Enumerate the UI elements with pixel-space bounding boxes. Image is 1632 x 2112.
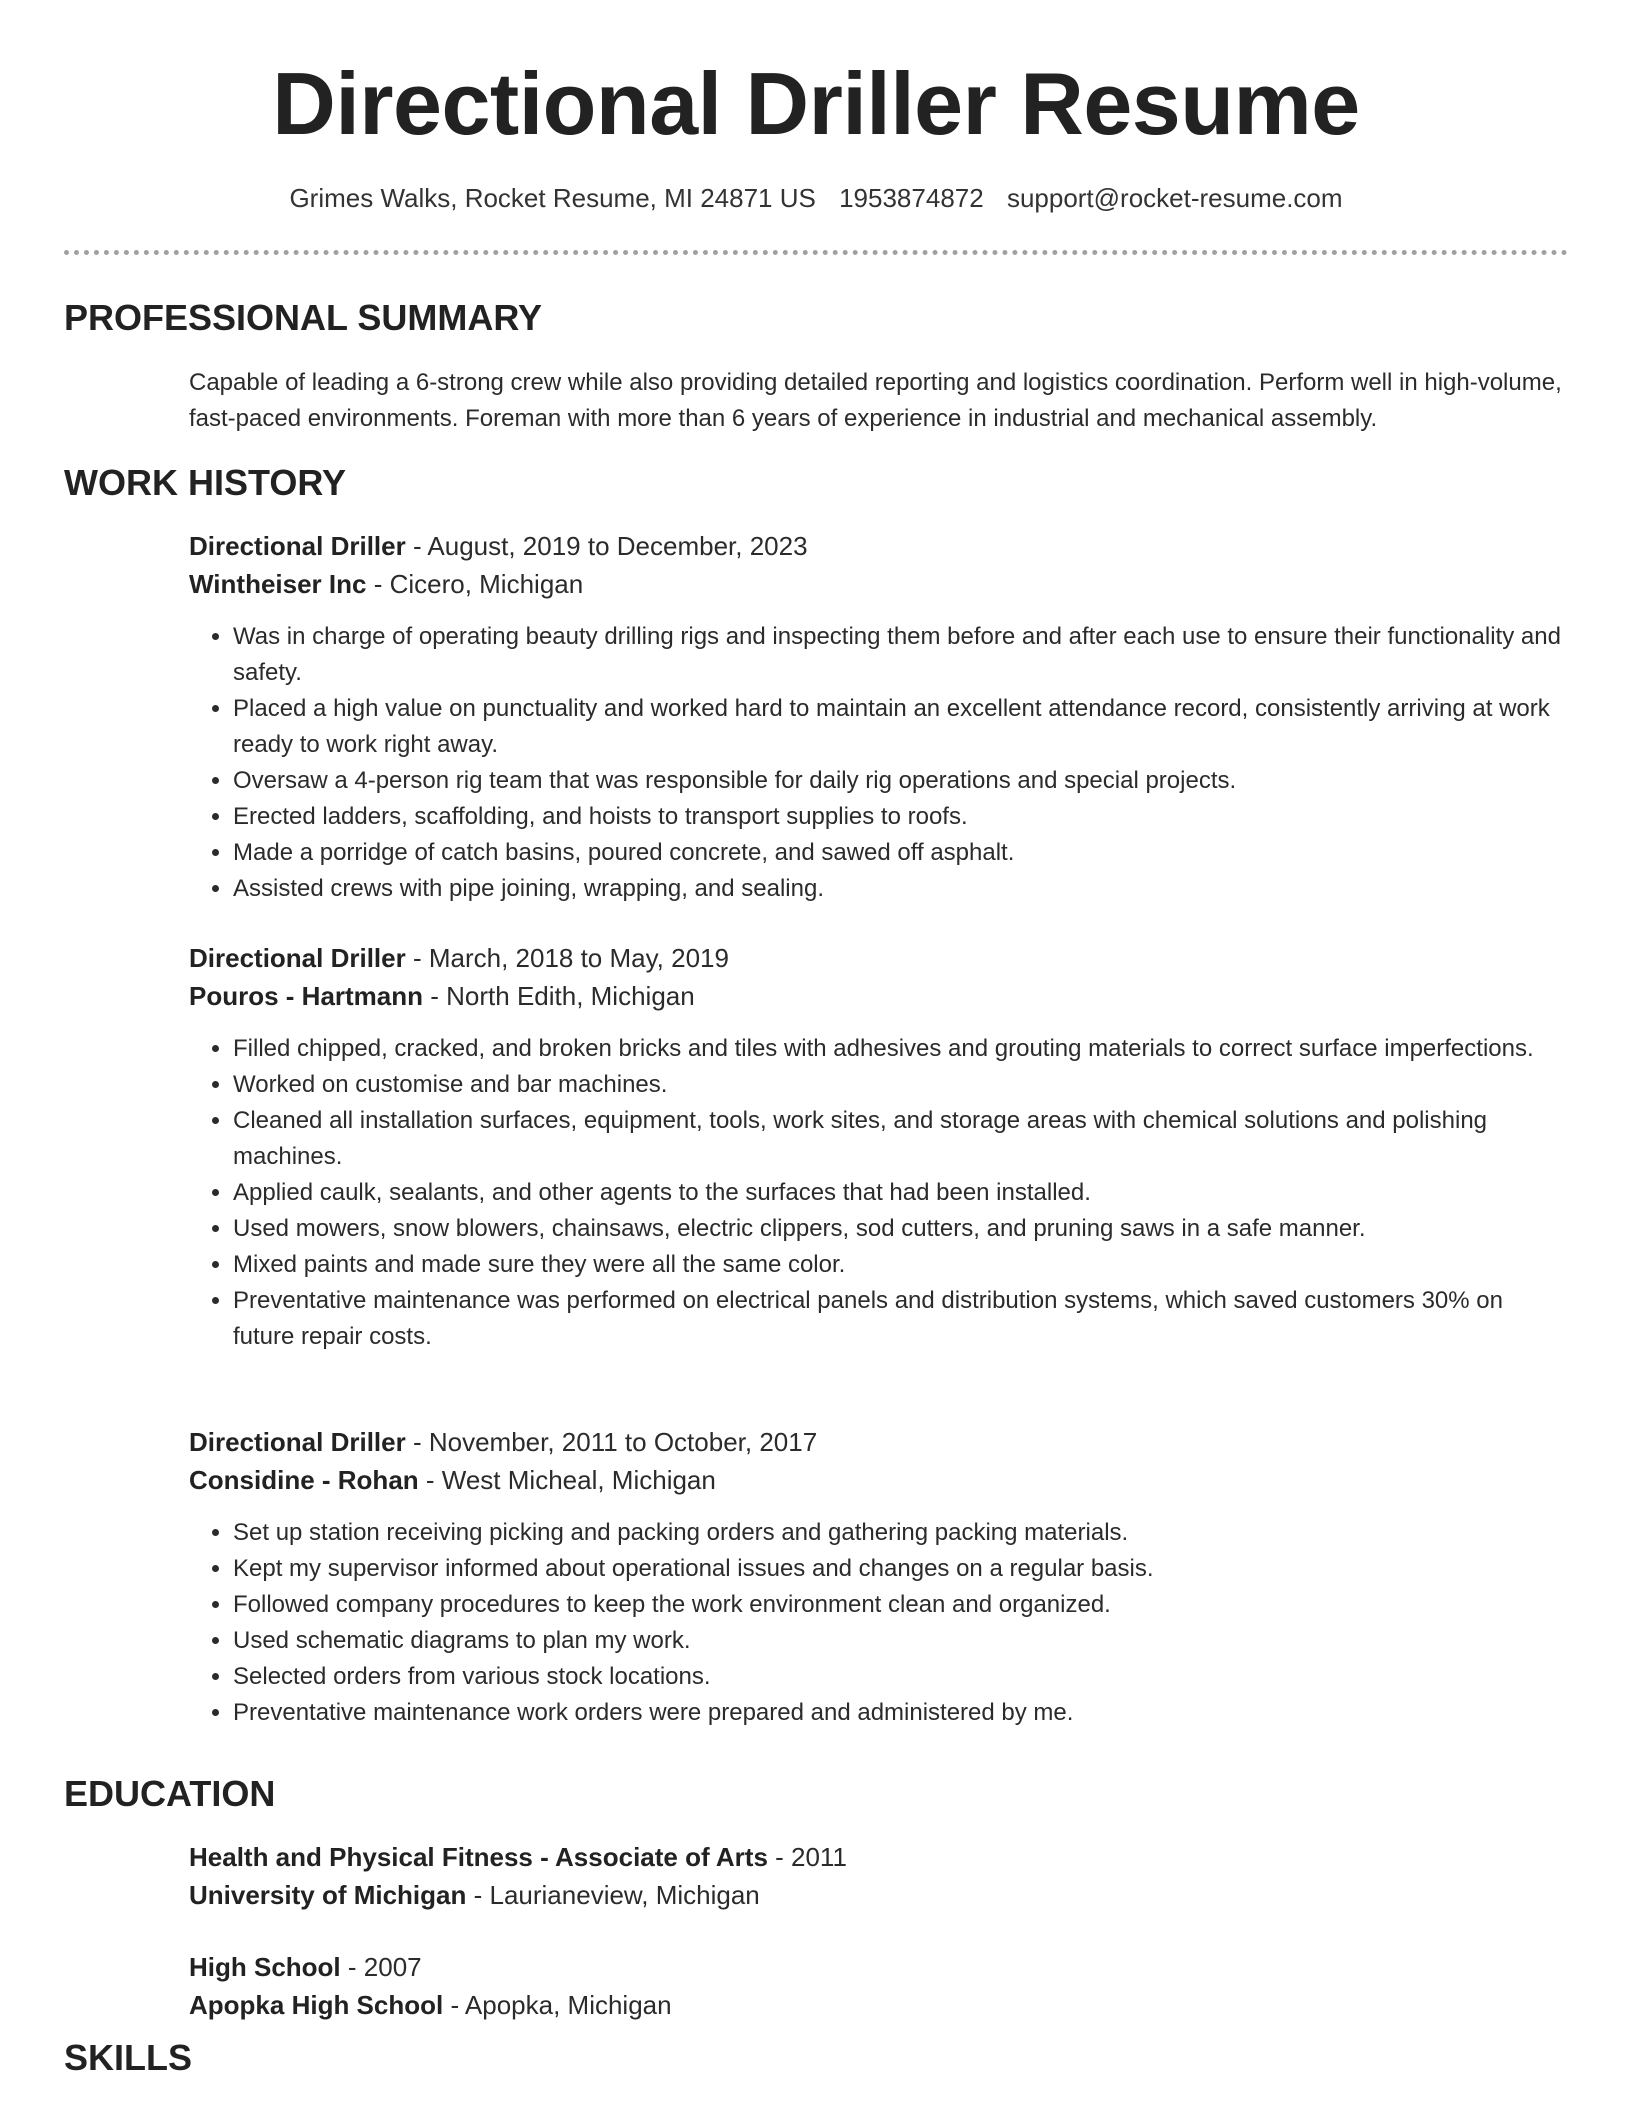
section-title-work-history: WORK HISTORY (64, 462, 347, 503)
contact-phone: 1953874872 (839, 183, 984, 213)
list-item: • Used schematic diagrams to plan my work. (233, 1623, 1569, 1659)
contact-email: support@rocket-resume.com (1006, 183, 1343, 213)
list-item: • Followed company procedures to keep the work environment clean and organized. (233, 1587, 1569, 1623)
job-dates: - August, 2019 to December, 2023 (405, 531, 808, 561)
job-title-line (189, 939, 1569, 977)
list-item: • Preventative maintenance was performed on electrical panels and distribution systems, which saved customers 30% on future repair costs. (233, 1283, 1569, 1355)
list-item: • Was in charge of operating beauty drilling rigs and inspecting them before and after each use to ensure their functionality and safety. (233, 619, 1569, 691)
education-school: University of Michigan (189, 1880, 467, 1910)
job-entry-1 (189, 527, 1569, 907)
education-year: - 2011 (767, 1842, 847, 1872)
education-degree: Health and Physical Fitness - Associate of Arts (189, 1842, 768, 1872)
education-school-line (189, 1986, 1569, 2024)
education-school: Apopka High School (189, 1990, 444, 2020)
job-entry-3 (189, 1423, 1569, 1731)
list-item: • Placed a high value on punctuality and worked hard to maintain an excellent attendance record, consistently arriving at work ready to work right away. (233, 691, 1569, 763)
list-item: • Cleaned all installation surfaces, equipment, tools, work sites, and storage areas with chemical solutions and polishing machines. (233, 1103, 1569, 1175)
job-dates: - March, 2018 to May, 2019 (405, 943, 729, 973)
job-company: Pouros - Hartmann (189, 981, 424, 1011)
list-item: • Assisted crews with pipe joining, wrapping, and sealing. (233, 871, 1569, 907)
education-degree: High School (189, 1952, 341, 1982)
job-location: - North Edith, Michigan (423, 981, 695, 1011)
job-company: Wintheiser Inc (189, 569, 367, 599)
list-item: • Used mowers, snow blowers, chainsaws, electric clippers, sod cutters, and pruning saws in a safe manner. (233, 1211, 1569, 1247)
contact-line (0, 181, 1632, 215)
job-bullets (189, 619, 1569, 907)
list-item: • Applied caulk, sealants, and other agents to the surfaces that had been installed. (233, 1175, 1569, 1211)
section-title-skills: SKILLS (64, 2037, 193, 2078)
job-title-line (189, 527, 1569, 565)
education-degree-line (189, 1838, 1569, 1876)
contact-address: Grimes Walks, Rocket Resume, MI 24871 US (289, 183, 816, 213)
education-location: - Laurianeview, Michigan (466, 1880, 760, 1910)
list-item: • Preventative maintenance work orders were prepared and administered by me. (233, 1695, 1569, 1731)
summary-text: Capable of leading a 6-strong crew while also providing detailed reporting and logistics coordination. Perform well in high-volume, fast-paced environments. Foreman with more than 6 years of experience in industrial and mechanical assembly. (189, 369, 1562, 432)
list-item: • Filled chipped, cracked, and broken bricks and tiles with adhesives and grouting materials to correct surface imperfections. (233, 1031, 1569, 1067)
job-entry-2 (189, 939, 1569, 1355)
job-title: Directional Driller (189, 1427, 406, 1457)
section-title-education: EDUCATION (64, 1773, 276, 1814)
job-company-line (189, 565, 1569, 603)
list-item: • Kept my supervisor informed about operational issues and changes on a regular basis. (233, 1551, 1569, 1587)
education-location: - Apopka, Michigan (443, 1990, 672, 2020)
list-item: • Selected orders from various stock locations. (233, 1659, 1569, 1695)
education-degree-line (189, 1948, 1569, 1986)
job-bullets (189, 1515, 1569, 1731)
job-location: - Cicero, Michigan (366, 569, 584, 599)
list-item: • Mixed paints and made sure they were all the same color. (233, 1247, 1569, 1283)
list-item: • Made a porridge of catch basins, poured concrete, and sawed off asphalt. (233, 835, 1569, 871)
education-year: - 2007 (340, 1952, 422, 1982)
header-divider (64, 250, 1568, 255)
list-item: • Erected ladders, scaffolding, and hoists to transport supplies to roofs. (233, 799, 1569, 835)
section-title-summary: PROFESSIONAL SUMMARY (64, 297, 543, 338)
list-item: • Oversaw a 4-person rig team that was responsible for daily rig operations and special projects. (233, 763, 1569, 799)
job-bullets (189, 1031, 1569, 1355)
job-company-line (189, 977, 1569, 1015)
education-entry-1 (189, 1838, 1569, 1914)
education-entry-2 (189, 1948, 1569, 2024)
resume-title: Directional Driller Resume (272, 54, 1360, 153)
list-item: • Set up station receiving picking and packing orders and gathering packing materials. (233, 1515, 1569, 1551)
job-location: - West Micheal, Michigan (418, 1465, 716, 1495)
education-school-line (189, 1876, 1569, 1914)
job-company-line (189, 1461, 1569, 1499)
list-item: • Worked on customise and bar machines. (233, 1067, 1569, 1103)
job-company: Considine - Rohan (189, 1465, 419, 1495)
job-title-line (189, 1423, 1569, 1461)
job-title: Directional Driller (189, 531, 406, 561)
job-dates: - November, 2011 to October, 2017 (405, 1427, 818, 1457)
job-title: Directional Driller (189, 943, 406, 973)
